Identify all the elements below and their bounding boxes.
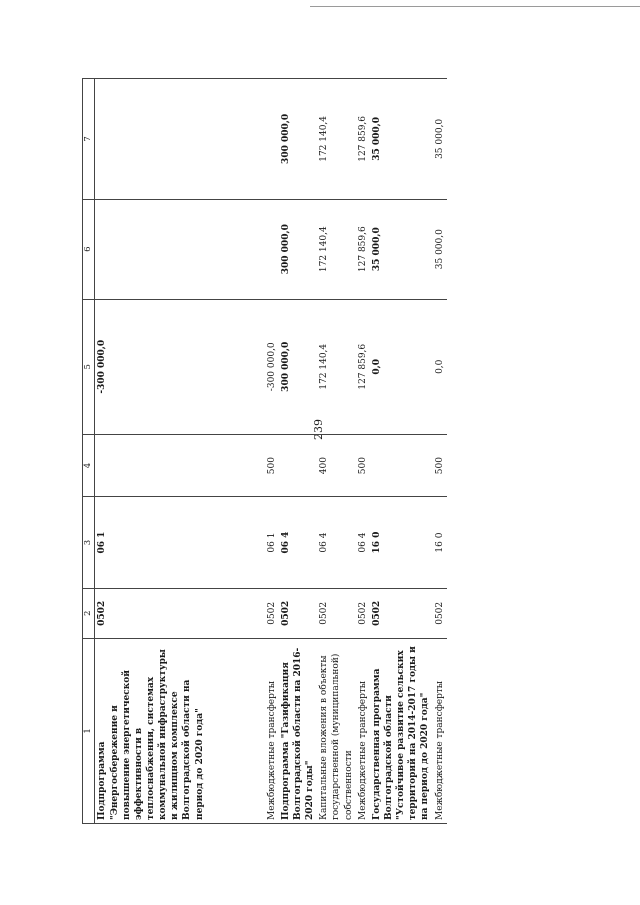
row-target-article: 16 0: [370, 497, 433, 589]
row-amount-col5: -300 000,0: [265, 299, 279, 434]
row-amount-col7: [265, 79, 279, 200]
column-header: 6: [83, 199, 95, 299]
row-amount-col6: [265, 199, 279, 299]
row-name: Подпрограмма "Энергосбережение и повышение энергетической эффективности в теплоснабжении, системах коммунальной инфраструктуры и жилищном комплексе Волгоградской области на период до 2020 года": [95, 638, 207, 823]
row-amount-col6: 35 000,0: [433, 199, 447, 299]
column-header: 4: [83, 434, 95, 496]
row-expense-type: 500: [433, 434, 447, 496]
row-amount-col6: 127 859,6: [356, 199, 370, 299]
row-expense-type: 500: [265, 434, 279, 496]
column-header: 7: [83, 79, 95, 200]
row-amount-col6: 35 000,0: [370, 199, 433, 299]
row-target-article: 06 1: [265, 497, 279, 589]
row-amount-col5: 127 859,6: [356, 299, 370, 434]
column-header: 2: [83, 588, 95, 638]
row-amount-col7: [95, 79, 207, 200]
top-rule: [310, 6, 640, 7]
row-name: Капитальные вложения в объекты государственной (муниципальной) собственности: [317, 638, 355, 823]
row-amount-col6: [95, 199, 207, 299]
row-expense-type: 500: [356, 434, 370, 496]
rotated-table-container: [82, 78, 540, 824]
row-section: 0502: [265, 588, 279, 638]
column-header: 5: [83, 299, 95, 434]
row-amount-col5: -300 000,0: [95, 299, 207, 434]
row-target-article: 06 4: [279, 497, 317, 589]
row-amount-col5: 0,0: [370, 299, 433, 434]
row-section: 0502: [317, 588, 355, 638]
row-name: Подпрограмма "Газификация Волгоградской области на 2016-2020 годы": [279, 638, 317, 823]
row-name: Межбюджетные трансферты: [356, 638, 370, 823]
column-header: 1: [83, 638, 95, 823]
table-row: [265, 79, 279, 824]
row-amount-col7: 300 000,0: [279, 79, 317, 200]
row-target-article: 06 4: [317, 497, 355, 589]
row-expense-type: [95, 434, 207, 496]
row-expense-type: [370, 434, 433, 496]
row-amount-col5: 0,0: [433, 299, 447, 434]
row-name: Межбюджетные трансферты: [433, 638, 447, 823]
page-number: 239: [312, 419, 325, 440]
table-row: [370, 79, 433, 824]
row-amount-col7: 127 859,6: [356, 79, 370, 200]
table-row: [279, 79, 317, 824]
row-section: 0502: [95, 588, 207, 638]
row-name: Межбюджетные трансферты: [265, 638, 279, 823]
row-target-article: 06 4: [356, 497, 370, 589]
row-amount-col7: 35 000,0: [370, 79, 433, 200]
budget-table: [82, 78, 447, 824]
row-target-article: 16 0: [433, 497, 447, 589]
row-amount-col7: 172 140,4: [317, 79, 355, 200]
row-expense-type: [279, 434, 317, 496]
row-amount-col5: 172 140,4: [317, 299, 355, 434]
row-target-article: 06 1: [95, 497, 207, 589]
table-row: [433, 79, 447, 824]
table-row: [317, 79, 355, 824]
row-amount-col7: 35 000,0: [433, 79, 447, 200]
spacer-row: [207, 79, 265, 824]
row-amount-col5: 300 000,0: [279, 299, 317, 434]
column-header: 3: [83, 497, 95, 589]
header-row: [83, 79, 95, 824]
row-section: 0502: [433, 588, 447, 638]
row-section: 0502: [370, 588, 433, 638]
table-row: [95, 79, 207, 824]
row-name: Государственная программа Волгоградской области "Устойчивое развитие сельских территорий на 2014-2017 годы и на период до 2020 года": [370, 638, 433, 823]
row-amount-col6: 172 140,4: [317, 199, 355, 299]
row-expense-type: 400: [317, 434, 355, 496]
row-amount-col6: 300 000,0: [279, 199, 317, 299]
row-section: 0502: [356, 588, 370, 638]
table-row: [356, 79, 370, 824]
row-section: 0502: [279, 588, 317, 638]
